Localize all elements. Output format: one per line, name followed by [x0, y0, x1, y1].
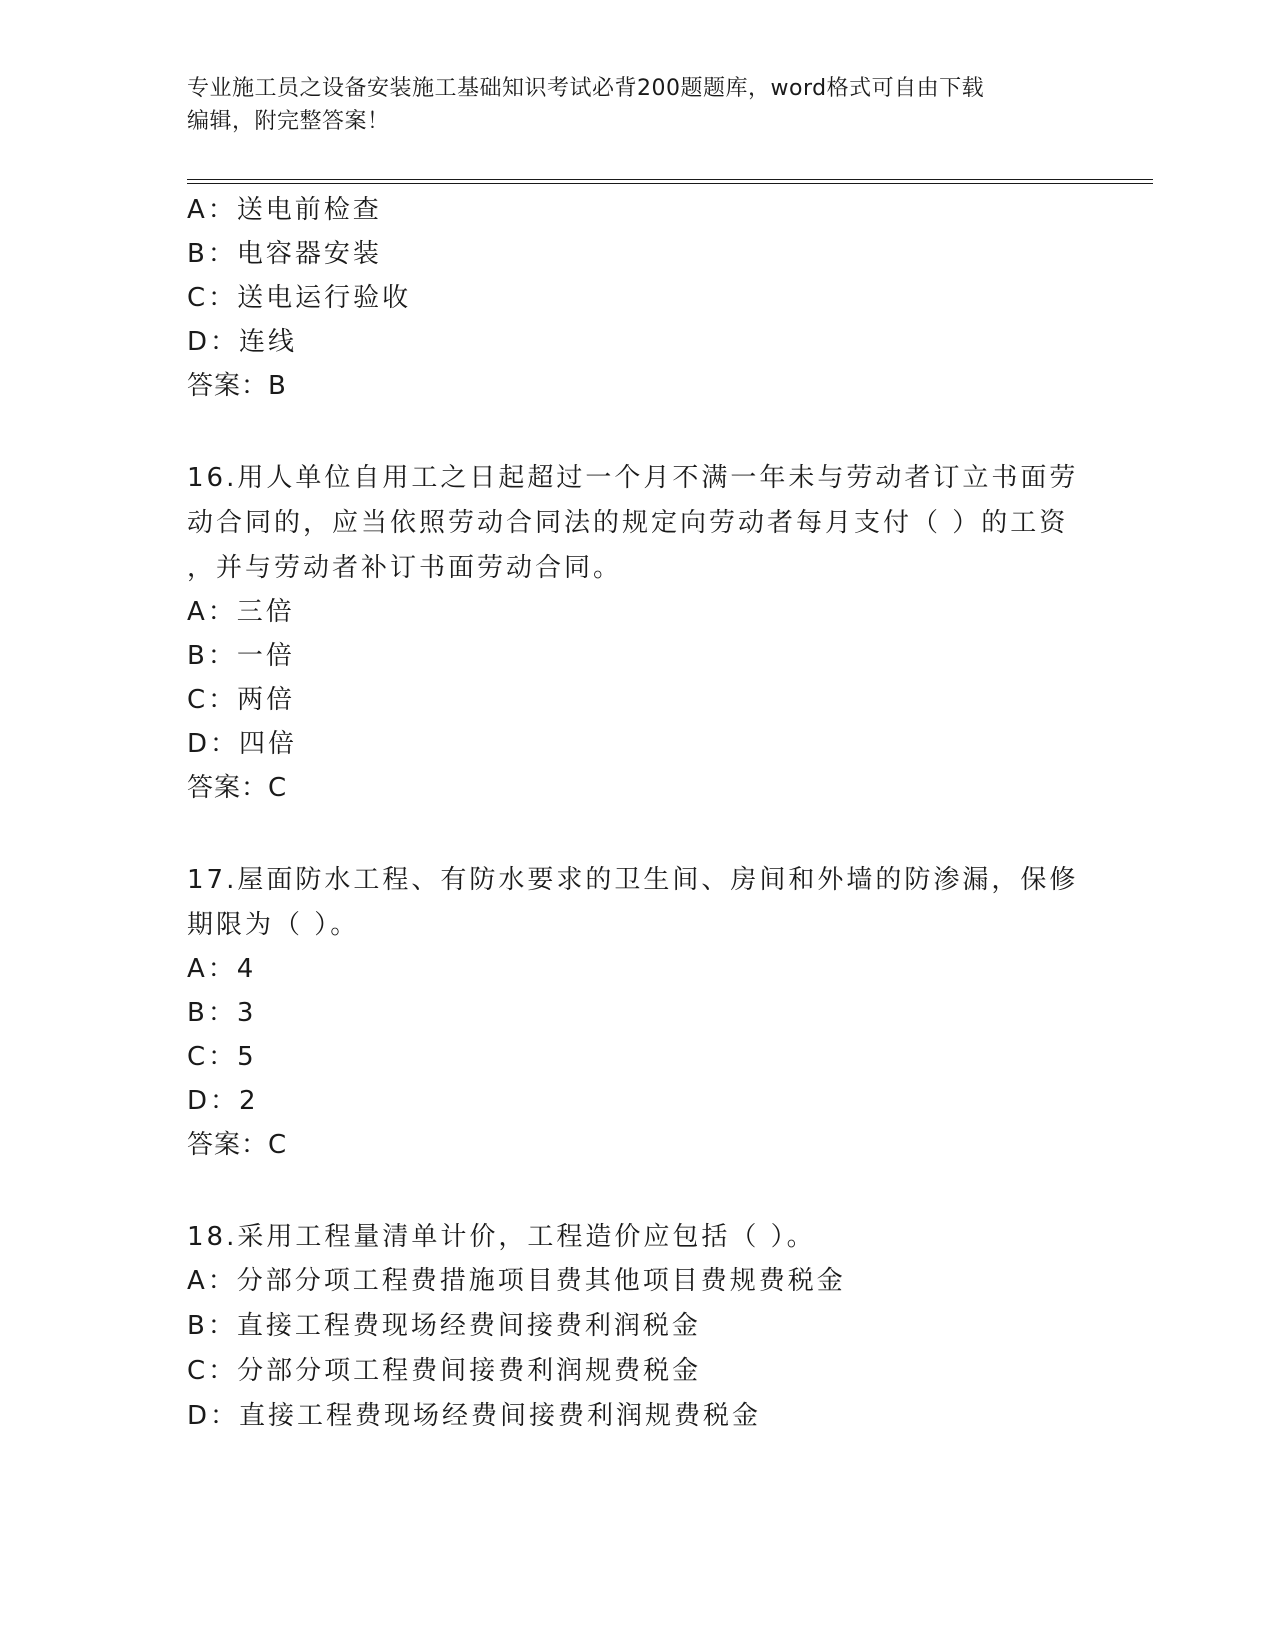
q15-option-b: B：电容器安装: [187, 239, 382, 269]
q16-question-line-3: ，并与劳动者补订书面劳动合同。: [187, 553, 623, 583]
q16-option-d: D：四倍: [187, 729, 298, 759]
q18-option-c: C：分部分项工程费间接费利润规费税金: [187, 1356, 702, 1386]
header-divider-top: [187, 179, 1153, 180]
q16-question-line-1: 16.用人单位自用工之日起超过一个月不满一年未与劳动者订立书面劳: [187, 463, 1079, 493]
q15-option-d: D：连线: [187, 327, 298, 357]
header-divider-bottom: [187, 183, 1153, 184]
q17-answer: 答案：C: [187, 1130, 288, 1160]
q18-option-a: A：分部分项工程费措施项目费其他项目费规费税金: [187, 1266, 846, 1296]
q16-option-c: C：两倍: [187, 685, 296, 715]
q18-question-line-1: 18.采用工程量清单计价，工程造价应包括（ ）。: [187, 1222, 816, 1252]
q16-answer: 答案：C: [187, 773, 288, 803]
q15-option-a: A：送电前检查: [187, 195, 382, 225]
q18-option-d: D：直接工程费现场经费间接费利润规费税金: [187, 1401, 762, 1431]
q18-option-b: B：直接工程费现场经费间接费利润税金: [187, 1311, 701, 1341]
q17-option-a: A：4: [187, 954, 257, 984]
q16-question-line-2: 动合同的，应当依照劳动合同法的规定向劳动者每月支付（ ）的工资: [187, 508, 1069, 538]
q15-option-c: C：送电运行验收: [187, 283, 412, 313]
header-title-line-1: 专业施工员之设备安装施工基础知识考试必背200题题库，word格式可自由下载: [187, 76, 985, 101]
q17-question-line-2: 期限为（ ）。: [187, 910, 360, 940]
q17-question-line-1: 17.屋面防水工程、有防水要求的卫生间、房间和外墙的防渗漏，保修: [187, 865, 1079, 895]
q16-option-b: B：一倍: [187, 641, 295, 671]
header-title-line-2: 编辑，附完整答案！: [187, 109, 390, 134]
q17-option-c: C：5: [187, 1042, 257, 1072]
q16-option-a: A：三倍: [187, 597, 295, 627]
q15-answer: 答案：B: [187, 371, 287, 401]
document-header: [187, 72, 1087, 138]
q17-option-d: D：2: [187, 1086, 259, 1116]
q17-option-b: B：3: [187, 998, 257, 1028]
